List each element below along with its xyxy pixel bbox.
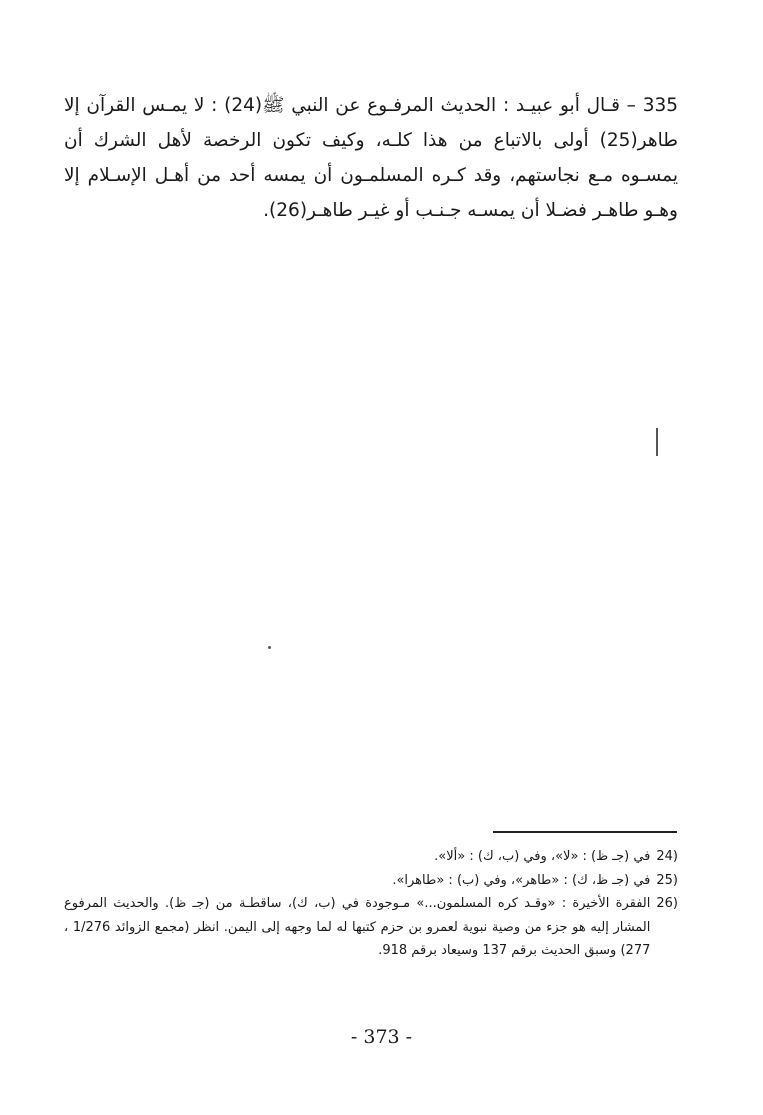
footnote-text: في (جـ ظ) : «لا»، وفي (ب، ك) : «ألا».	[434, 849, 651, 864]
footnotes	[64, 845, 678, 963]
footnote-24	[64, 845, 678, 869]
footnote-26	[64, 892, 678, 963]
footnote-separator	[493, 831, 677, 833]
footnote-number: (25	[656, 872, 678, 888]
main-text	[64, 88, 678, 228]
footnote-text: الفقرة الأخيرة : «وقـد كره المسلمون...» مـوجودة في (ب، ك)، ساقطـة من (جـ ظ). والحديث المرفوع المشار إليه هو جزء من وصية نبوية لعمرو بن حزم كتبها له لما وجهه إلى اليمن. انظر (مجمع الزوائد 1/276 ، 277) وسبق الحديث برقم 137 وسيعاد برقم 918.	[64, 896, 651, 958]
footnote-number: (24	[656, 849, 678, 864]
footnote-25	[64, 869, 678, 893]
scan-mark	[656, 428, 658, 456]
paragraph-335: 335 – قـال أبو عبيـد : الحديث المرفـوع عن النبي ﷺ(24) : لا يمـس القرآن إلا طاهر(25) أولى بالاتباع من هذا كلـه، وكيف تكون الرخصة لأهل الشرك أن يمسـوه مـع نجاستهم، وقد كـره المسلمـون أن يمسه أحد من أهـل الإسـلام إلا وهـو طاهـر فضـلا أن يمسـه جـنـب أو غيـر طاهـر(26).	[64, 95, 678, 221]
scan-speck	[268, 646, 271, 649]
footnote-number: (26	[656, 896, 678, 911]
footnote-text: في (جـ ظ، ك) : «طاهر»، وفي (ب) : «طاهرا».	[392, 872, 651, 888]
page-number: - 373 -	[350, 1026, 413, 1048]
